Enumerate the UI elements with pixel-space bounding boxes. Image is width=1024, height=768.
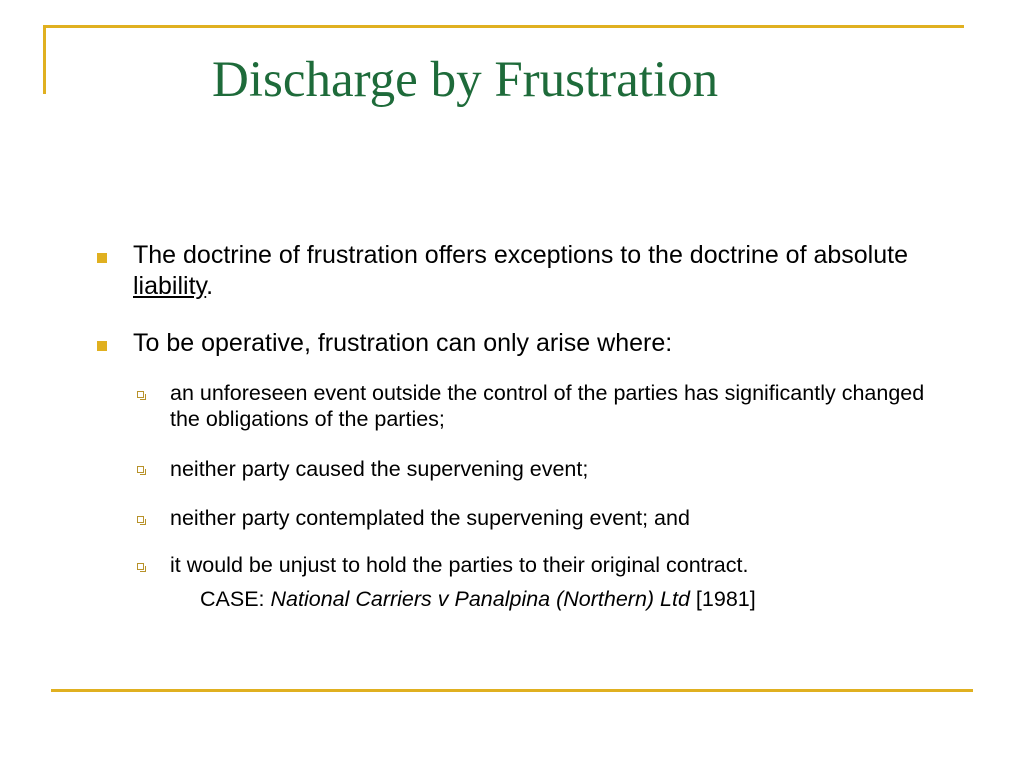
sub-bullet-text: neither party caused the supervening event; <box>170 457 589 481</box>
slide-title: Discharge by Frustration <box>212 52 719 108</box>
bullet-text-part: The doctrine of frustration offers exceptions to the doctrine of absolute <box>133 241 908 269</box>
square-bullet-icon <box>97 253 107 263</box>
square-bullet-icon <box>97 341 107 351</box>
liability-underlined-term: liability <box>133 272 207 300</box>
sub-bullet-text: neither party contemplated the supervening event; and <box>170 506 690 530</box>
bottom-accent-rule <box>51 689 973 692</box>
hollow-square-bullet-icon <box>137 563 144 570</box>
case-citation <box>200 586 756 612</box>
bullet-text <box>133 240 963 302</box>
bullet-text: To be operative, frustration can only arise where: <box>133 329 673 357</box>
bullet-text-punctuation: . <box>206 272 214 300</box>
sub-bullet-text: it would be unjust to hold the parties to their original contract. <box>170 553 749 577</box>
sub-bullet-text: an unforeseen event outside the control of the parties has significantly changed the obligations of the parties; <box>170 381 925 431</box>
case-name: National Carriers v Panalpina (Northern) Ltd <box>270 587 690 611</box>
case-label: CASE: <box>200 587 271 611</box>
hollow-square-bullet-icon <box>137 466 144 473</box>
hollow-square-bullet-icon <box>137 391 144 398</box>
hollow-square-bullet-icon <box>137 516 144 523</box>
case-year: [1981] <box>689 587 756 611</box>
